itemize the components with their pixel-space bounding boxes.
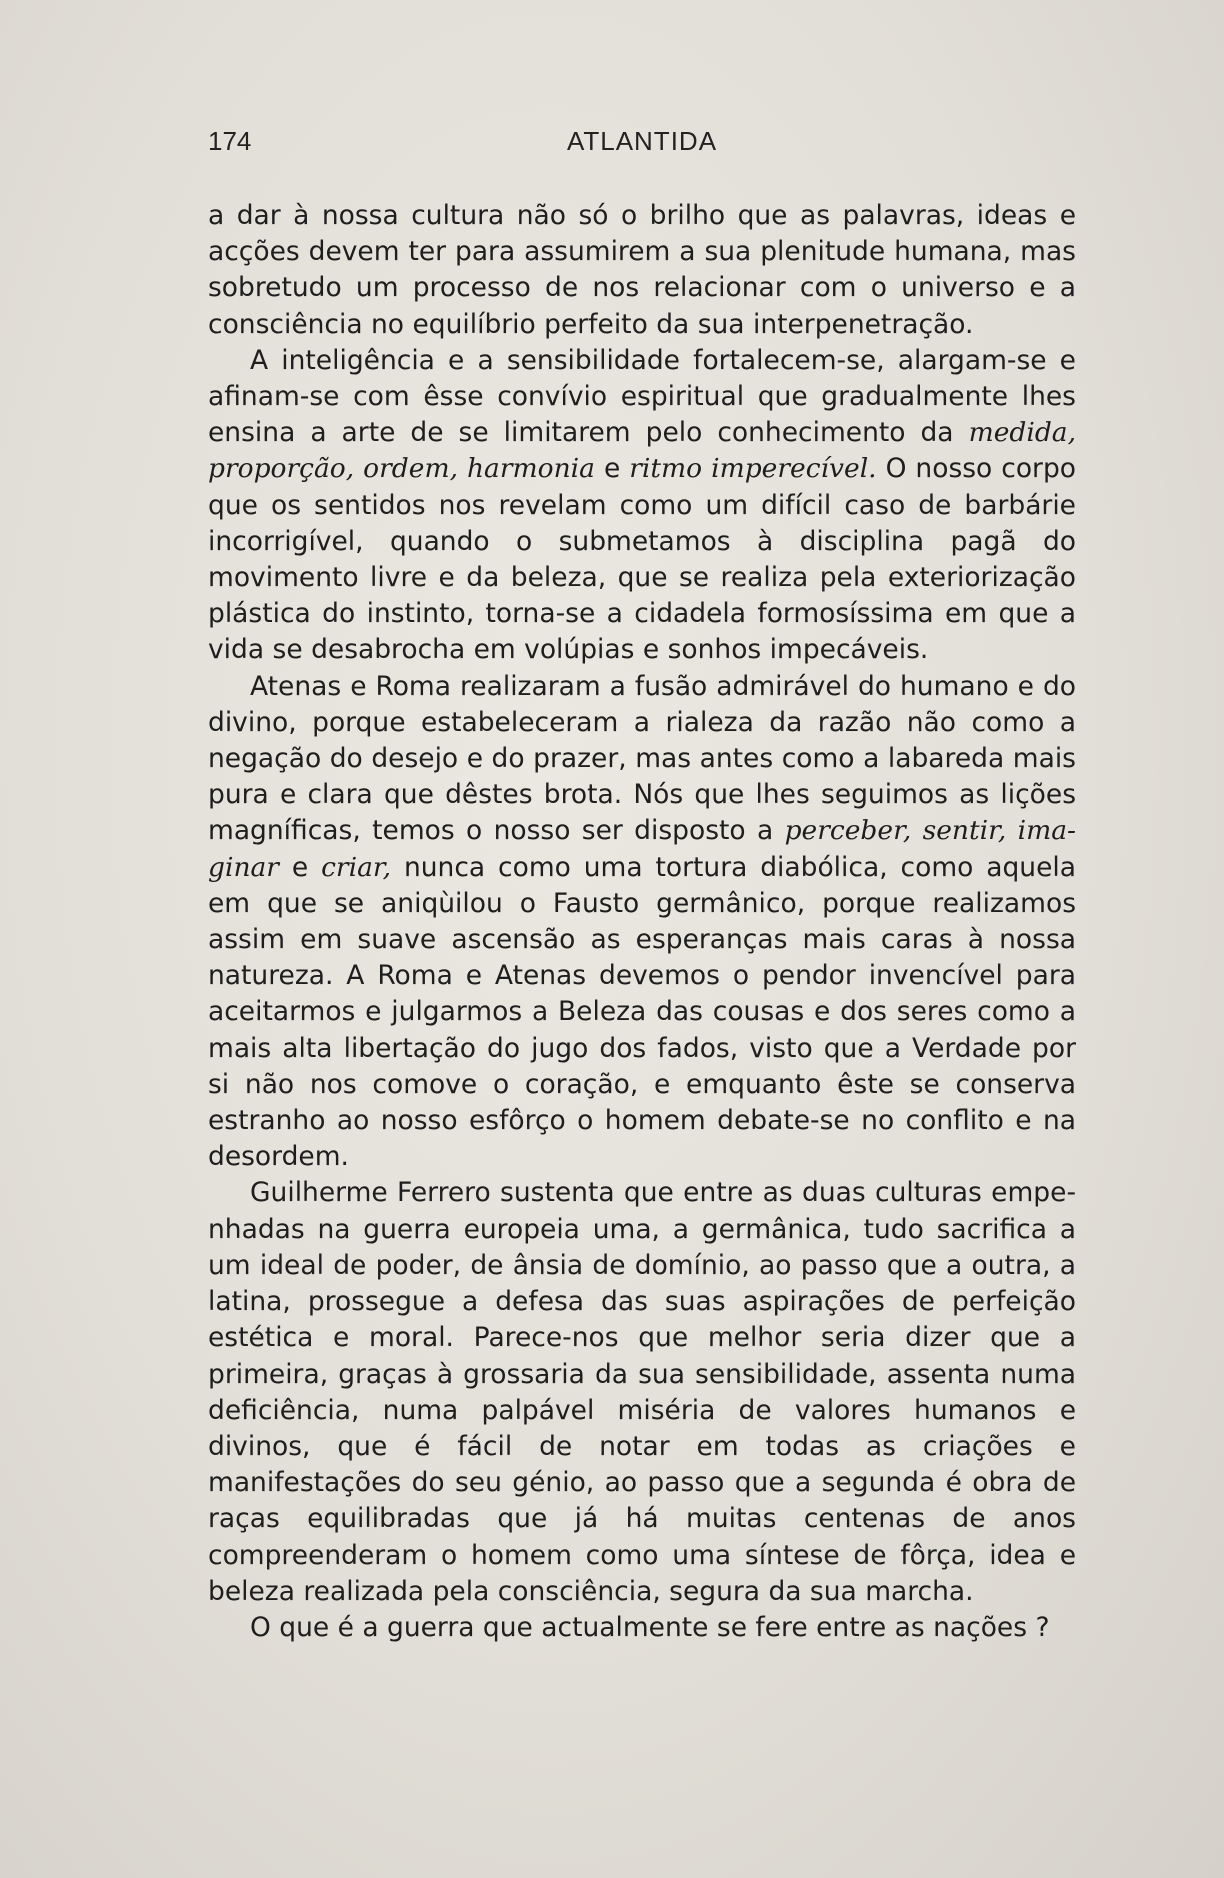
text-run: Atenas e Roma realizaram a fusão admirável do humano e do divino, porque estabeleceram a rialeza da razão não como a negação do desejo e do prazer, mas antes como a labareda mais pura e clara que dêstes brota. Nós que lhes seguimos as lições magníficas, temos o nosso ser disposto a: [208, 670, 1076, 847]
paragraph: [208, 1610, 1076, 1646]
text-run: e: [594, 453, 630, 485]
body-text: [208, 198, 1076, 1646]
page-number: 174: [208, 126, 252, 156]
text-run: nunca como uma tortura diabólica, como aquela em que se aniqùilou o Fausto germânico, porque realizamos assim em suave ascensão as esperanças mais caras à nossa natureza. A Roma e Atenas devemos o pendor invencível para aceitarmos e julgarmos a Beleza das cousas e dos seres como a mais alta libertação do jugo dos fados, visto que a Verdade por si não nos comove o coração, e emquanto êste se conserva estranho ao nosso esfôrço o homem debate-se no conflito e na desordem.: [208, 851, 1077, 1173]
text-run: e: [278, 851, 322, 883]
paragraph: [208, 343, 1076, 669]
italic-phrase: medida, proporção, ordem, harmonia: [208, 417, 1076, 485]
text-run: O que é a guerra que actualmente se fere entre as nações ?: [250, 1611, 1050, 1643]
paragraph: [208, 1175, 1076, 1609]
italic-phrase: ritmo imperecível.: [629, 453, 877, 485]
text-run: a dar à nossa cultura não só o brilho que as palavras, ideas e acções devem ter para assumirem a sua plenitude humana, mas sobretudo um processo de nos relacionar com o universo e a consciência no equilíbrio perfeito da sua interpenetração.: [208, 200, 1076, 340]
italic-phrase: criar,: [321, 851, 392, 883]
paragraph: [208, 669, 1076, 1176]
running-title: ATLANTIDA: [566, 126, 718, 156]
text-run: Guilherme Ferrero sustenta que entre as duas culturas empenhadas na guerra europeia uma, a germânica, tudo sacrifica a um ideal de poder, de ânsia de domínio, ao passo que a outra, a latina, prossegue a defesa das suas aspirações de perfeição estética e moral. Parece-nos que melhor seria dizer que a primeira, graças à grossaria da sua sensibilidade, assenta numa deficiência, numa palpável miséria de valores humanos e divinos, que é fácil de notar em todas as criações e manifestações do seu génio, ao passo que a segunda é obra de raças equilibradas que já há muitas centenas de anos compreenderam o homem como uma síntese de fôrça, idea e beleza realizada pela consciência, segura da sua marcha.: [208, 1177, 1076, 1607]
paragraph: [208, 198, 1076, 343]
text-run: A inteligência e a sensibilidade fortalecem-se, alargam-se e afinam-se com êsse convívio espiritual que gradualmente lhes ensina a arte de se limitarem pelo conhecimento da: [208, 344, 1076, 449]
italic-phrase: perceber, sentir, imaginar: [208, 815, 1076, 883]
text-run: O nosso corpo que os sentidos nos revelam como um difícil caso de barbárie incorrigível, quando o submetamos à disciplina pagã do movimento livre e da beleza, que se realiza pela exteriorização plástica do instinto, torna-se a cidadela formosíssima em que a vida se desabrocha em volúpias e sonhos impecáveis.: [208, 453, 1076, 666]
page-header: [208, 126, 1076, 162]
